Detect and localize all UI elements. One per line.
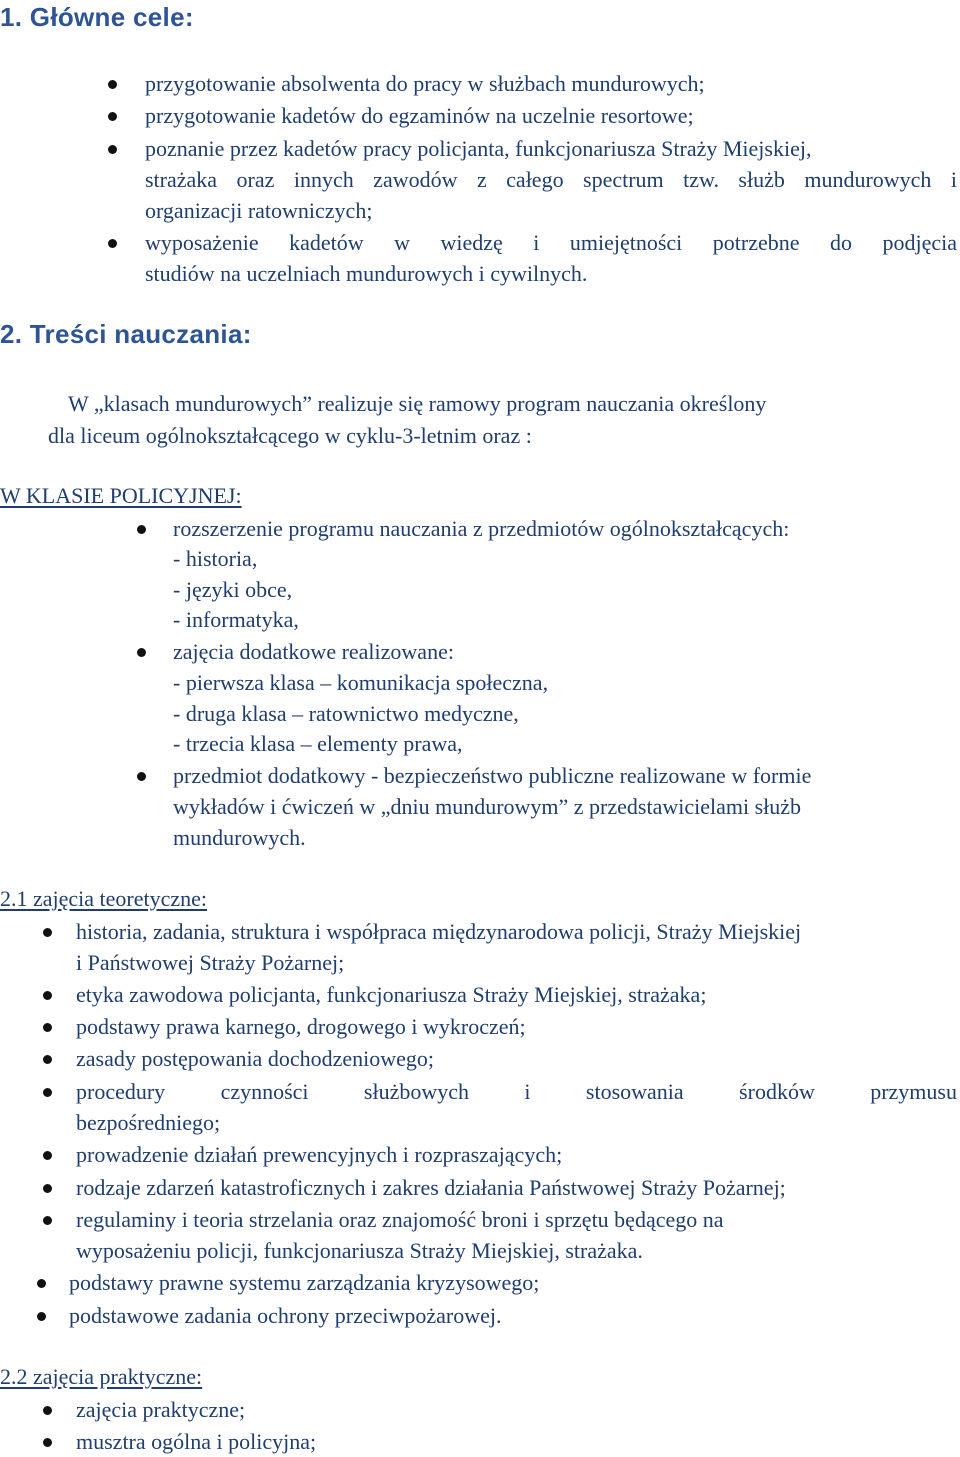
- police-item-line: mundurowych.: [173, 825, 306, 850]
- goal-item-line: wyposażenie kadetów w wiedzę i umiejętności potrzebne do podjęcia: [145, 230, 957, 255]
- bullet-icon: [43, 1088, 52, 1097]
- theory-item-line: procedury czynności służbowych i stosowania środków przymusu: [76, 1079, 957, 1104]
- theory-item-line: prowadzenie działań prewencyjnych i rozpraszających;: [76, 1142, 563, 1167]
- bullet-icon: [43, 1151, 52, 1160]
- goal-item-line: studiów na uczelniach mundurowych i cywilnych.: [145, 261, 588, 286]
- police-item-line: - informatyka,: [173, 607, 299, 632]
- intro-line: W „klasach mundurowych” realizuje się ramowy program nauczania określony: [68, 391, 767, 416]
- goal-item-line: organizacji ratowniczych;: [145, 198, 373, 223]
- police-item-line: - historia,: [173, 546, 258, 571]
- police-item-line: rozszerzenie programu nauczania z przedmiotów ogólnokształcących:: [173, 516, 790, 541]
- bullet-icon: [43, 928, 52, 937]
- theory-item-line: rodzaje zdarzeń katastroficznych i zakres działania Państwowej Straży Pożarnej;: [76, 1175, 786, 1200]
- police-item-line: - języki obce,: [173, 577, 293, 602]
- bullet-icon: [43, 1184, 52, 1193]
- theory-item-line: podstawowe zadania ochrony przeciwpożarowej.: [69, 1303, 502, 1328]
- theory-item-line: podstawy prawne systemu zarządzania kryzysowego;: [69, 1270, 540, 1295]
- police-item-line: - trzecia klasa – elementy prawa,: [173, 731, 463, 756]
- police-item-line: zajęcia dodatkowe realizowane:: [173, 639, 454, 664]
- bullet-icon: [37, 1312, 46, 1321]
- goal-item-line: strażaka oraz innych zawodów z całego spectrum tzw. służb mundurowych i: [145, 167, 957, 192]
- police-item-line: - pierwsza klasa – komunikacja społeczna,: [173, 670, 549, 695]
- theory-item-line: bezpośredniego;: [76, 1110, 221, 1135]
- goal-item-line: przygotowanie kadetów do egzaminów na uczelnie resortowe;: [145, 103, 694, 128]
- practice-heading: 2.2 zajęcia praktyczne:: [0, 1364, 203, 1389]
- intro-line: dla liceum ogólnokształcącego w cyklu-3-letnim oraz :: [48, 423, 532, 448]
- bullet-icon: [43, 1438, 52, 1447]
- bullet-icon: [43, 1023, 52, 1032]
- police-class-heading: W KLASIE POLICYJNEJ:: [0, 483, 242, 508]
- bullet-icon: [43, 1406, 52, 1415]
- bullet-icon: [43, 1216, 52, 1225]
- bullet-icon: [108, 80, 117, 89]
- goal-item-line: przygotowanie absolwenta do pracy w służbach mundurowych;: [145, 71, 705, 96]
- theory-item-line: zasady postępowania dochodzeniowego;: [76, 1046, 434, 1071]
- practice-item-line: musztra ogólna i policyjna;: [76, 1429, 317, 1454]
- police-item-line: - druga klasa – ratownictwo medyczne,: [173, 701, 519, 726]
- theory-heading: 2.1 zajęcia teoretyczne:: [0, 886, 208, 911]
- bullet-icon: [108, 239, 117, 248]
- theory-item-line: etyka zawodowa policjanta, funkcjonariusza Straży Miejskiej, strażaka;: [76, 982, 707, 1007]
- theory-item-line: historia, zadania, struktura i współpraca międzynarodowa policji, Straży Miejskiej: [76, 919, 802, 944]
- bullet-icon: [137, 648, 146, 657]
- bullet-icon: [137, 525, 146, 534]
- bullet-icon: [43, 1055, 52, 1064]
- bullet-icon: [43, 991, 52, 1000]
- section-2-heading: 2. Treści nauczania:: [0, 319, 252, 349]
- police-item-line: wykładów i ćwiczeń w „dniu mundurowym” z przedstawicielami służb: [173, 794, 802, 819]
- bullet-icon: [137, 772, 146, 781]
- bullet-icon: [37, 1279, 46, 1288]
- theory-item-line: i Państwowej Straży Pożarnej;: [76, 950, 345, 975]
- police-item-line: przedmiot dodatkowy - bezpieczeństwo publiczne realizowane w formie: [173, 763, 812, 788]
- theory-item-line: podstawy prawa karnego, drogowego i wykroczeń;: [76, 1014, 526, 1039]
- bullet-icon: [108, 112, 117, 121]
- bullet-icon: [108, 145, 117, 154]
- section-1-heading: 1. Główne cele:: [0, 2, 194, 32]
- theory-item-line: wyposażeniu policji, funkcjonariusza Straży Miejskiej, strażaka.: [76, 1238, 643, 1263]
- goal-item-line: poznanie przez kadetów pracy policjanta, funkcjonariusza Straży Miejskiej,: [145, 136, 812, 161]
- theory-item-line: regulaminy i teoria strzelania oraz znajomość broni i sprzętu będącego na: [76, 1207, 724, 1232]
- practice-item-line: zajęcia praktyczne;: [76, 1397, 246, 1422]
